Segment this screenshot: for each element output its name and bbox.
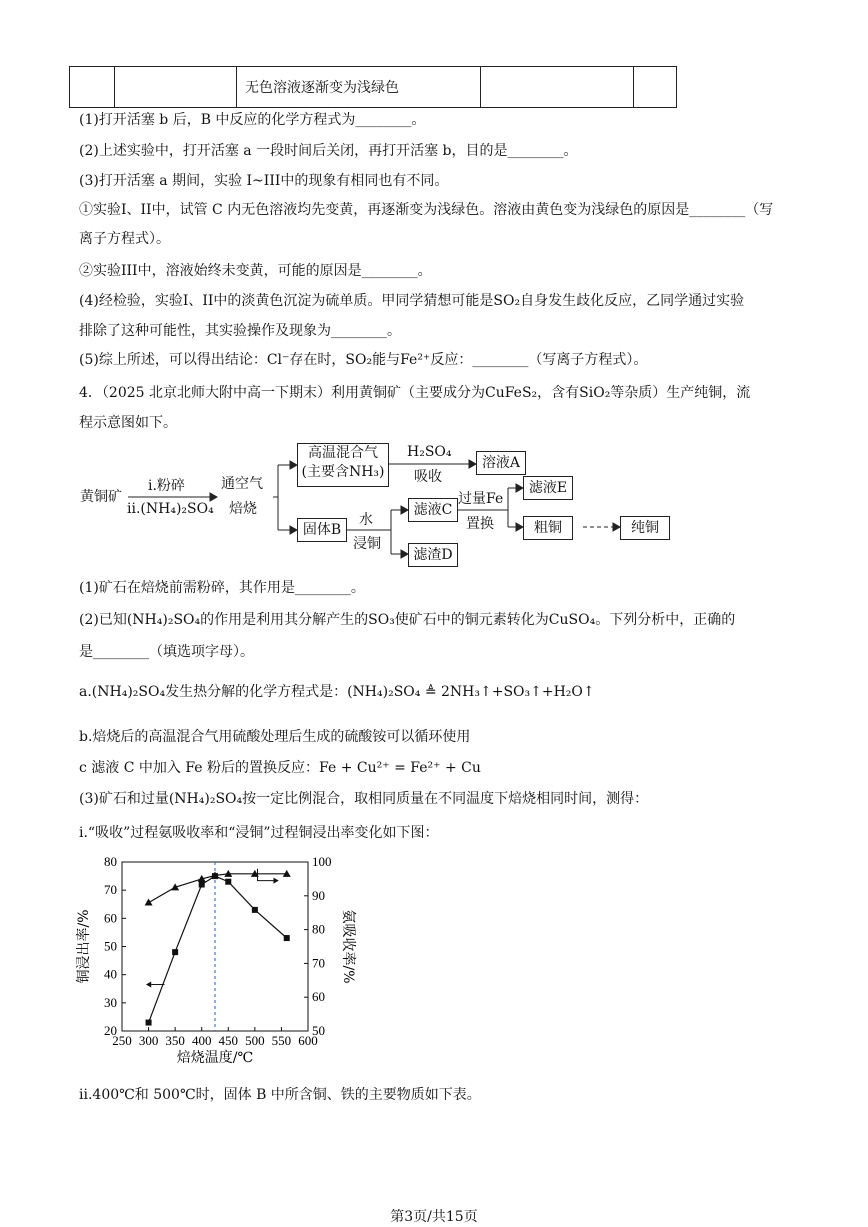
question-line: (5)综上所述，可以得出结论：Cl⁻存在时，SO₂能与Fe²⁺反应：________（写离子方程式）。 — [79, 352, 648, 368]
question-line: (1)打开活塞 b 后，B 中反应的化学方程式为________。 — [79, 112, 426, 128]
flow-step-label: 水 — [359, 512, 373, 528]
flow-step-label: H₂SO₄ — [407, 444, 452, 460]
question-line: (2)已知(NH₄)₂SO₄的作用是利用其分解产生的SO₃使矿石中的铜元素转化为CuSO₄。下列分析中，正确的 — [79, 612, 736, 628]
option-line: a.(NH₄)₂SO₄发生热分解的化学方程式是：(NH₄)₂SO₄ ≜ 2NH₃↑+SO₃↑+H₂O↑ — [79, 684, 595, 700]
x-axis-label: 焙烧温度/℃ — [176, 1050, 254, 1066]
y-left-tick-label: 80 — [104, 854, 117, 869]
y-right-tick-label: 100 — [312, 854, 332, 869]
right-axis-arrowhead — [273, 878, 278, 884]
data-point-square — [284, 935, 290, 941]
y-left-tick-label: 70 — [104, 882, 117, 898]
y-right-tick-label: 70 — [312, 955, 325, 971]
y-right-tick-label: 50 — [312, 1023, 325, 1038]
flow-step-label: 浸铜 — [353, 536, 381, 552]
flow-step-label: ii.(NH₄)₂SO₄ — [127, 501, 214, 517]
flow-box-filtrate-e: 滤液E — [523, 476, 573, 500]
x-tick-label: 550 — [271, 1033, 292, 1048]
question-line: (3)打开活塞 a 期间，实验 I~III中的现象有相同也有不同。 — [79, 173, 449, 189]
flow-start-label: 黄铜矿 — [80, 489, 122, 505]
question-heading: 4．（2025 北京北师大附中高一下期末）利用黄铜矿（主要成分为CuFeS₂，含有SiO₂等杂质）生产纯铜，流 — [79, 385, 751, 401]
flow-step-label: 通空气 — [221, 476, 263, 492]
question-line: 程示意图如下。 — [79, 415, 177, 431]
flow-step-label: 过量Fe — [458, 491, 504, 507]
question-line: i.“吸收”过程氨吸收率和“浸铜”过程铜浸出率变化如下图： — [79, 825, 439, 841]
y-left-tick-label: 20 — [104, 1023, 117, 1038]
flow-step-label: i.粉碎 — [148, 478, 185, 494]
question-line: (4)经检验，实验I、II中的淡黄色沉淀为硫单质。甲同学猜想可能是SO₂自身发生歧化反应，乙同学通过实验 — [79, 293, 745, 309]
right-axis-arrow — [258, 869, 274, 881]
x-tick-label: 600 — [298, 1033, 318, 1048]
flow-step-label: 置换 — [466, 516, 494, 532]
y-left-tick-label: 30 — [104, 994, 117, 1010]
data-point-square — [199, 882, 205, 888]
y-left-tick-label: 50 — [104, 938, 117, 954]
data-point-square — [252, 907, 258, 913]
y-right-axis-label: 氨吸收率/% — [340, 909, 356, 984]
data-point-triangle — [145, 899, 153, 906]
flow-box-gas — [297, 443, 389, 487]
data-point-square — [146, 1020, 152, 1026]
option-line: c 滤液 C 中加入 Fe 粉后的置换反应：Fe + Cu²⁺ = Fe²⁺ + Cu — [79, 760, 481, 776]
flow-box-solution-a: 溶液A — [476, 451, 526, 475]
series-line — [149, 876, 287, 1023]
flow-step-label: 焙烧 — [229, 501, 257, 517]
question-line: ii.400℃和 500℃时，固体 B 中所含铜、铁的主要物质如下表。 — [79, 1087, 481, 1103]
flow-box-text: 高温混合气 — [308, 445, 378, 461]
flow-connectors — [0, 0, 868, 580]
question-line: 是________（填选项字母）。 — [79, 644, 254, 660]
flow-box-text: (主要含NH₃) — [301, 464, 385, 480]
line-chart — [70, 850, 356, 1075]
y-right-tick-label: 60 — [312, 989, 325, 1005]
page-footer: 第3页/共15页 — [390, 1209, 478, 1225]
y-right-tick-label: 80 — [312, 921, 325, 937]
x-tick-label: 500 — [245, 1033, 265, 1048]
flow-step-label: 吸收 — [414, 469, 442, 485]
x-tick-label: 400 — [191, 1033, 212, 1048]
y-left-tick-label: 40 — [104, 966, 117, 982]
x-tick-label: 350 — [165, 1033, 185, 1048]
question-line: ②实验III中，溶液始终未变黄，可能的原因是________。 — [79, 263, 432, 279]
question-line: 离子方程式）。 — [79, 231, 170, 247]
question-line: 排除了这种可能性，其实验操作及现象为________。 — [79, 323, 401, 339]
table-cell: 无色溶液逐渐变为浅绿色 — [237, 67, 481, 108]
flow-box-crude-cu: 粗铜 — [523, 516, 573, 540]
data-point-square — [172, 949, 178, 955]
flow-box-filtrate-c: 滤液C — [408, 498, 458, 522]
left-axis-arrowhead — [146, 982, 151, 988]
data-point-square — [225, 879, 231, 885]
x-tick-label: 450 — [218, 1033, 239, 1048]
flow-box-pure-cu: 纯铜 — [620, 516, 670, 540]
y-right-tick-label: 90 — [312, 887, 325, 903]
x-tick-label: 300 — [138, 1033, 159, 1048]
option-line: b.焙烧后的高温混合气用硫酸处理后生成的硫酸铵可以循环使用 — [79, 729, 471, 745]
x-tick-label: 250 — [112, 1033, 132, 1048]
y-left-tick-label: 60 — [104, 910, 117, 926]
question-line: ①实验I、II中，试管 C 内无色溶液均先变黄，再逐渐变为浅绿色。溶液由黄色变为浅绿色的原因是________（写 — [79, 202, 774, 218]
question-line: (3)矿石和过量(NH₄)₂SO₄按一定比例混合，取相同质量在不同温度下焙烧相同时间，测得： — [79, 791, 649, 807]
y-left-axis-label: 铜浸出率/% — [76, 909, 92, 984]
flow-box-solid-b: 固体B — [297, 518, 347, 542]
flow-box-residue-d: 滤渣D — [408, 543, 458, 567]
question-line: (2)上述实验中，打开活塞 a 一段时间后关闭，再打开活塞 b，目的是________。 — [79, 143, 578, 159]
question-line: (1)矿石在焙烧前需粉碎，其作用是________。 — [79, 580, 365, 596]
